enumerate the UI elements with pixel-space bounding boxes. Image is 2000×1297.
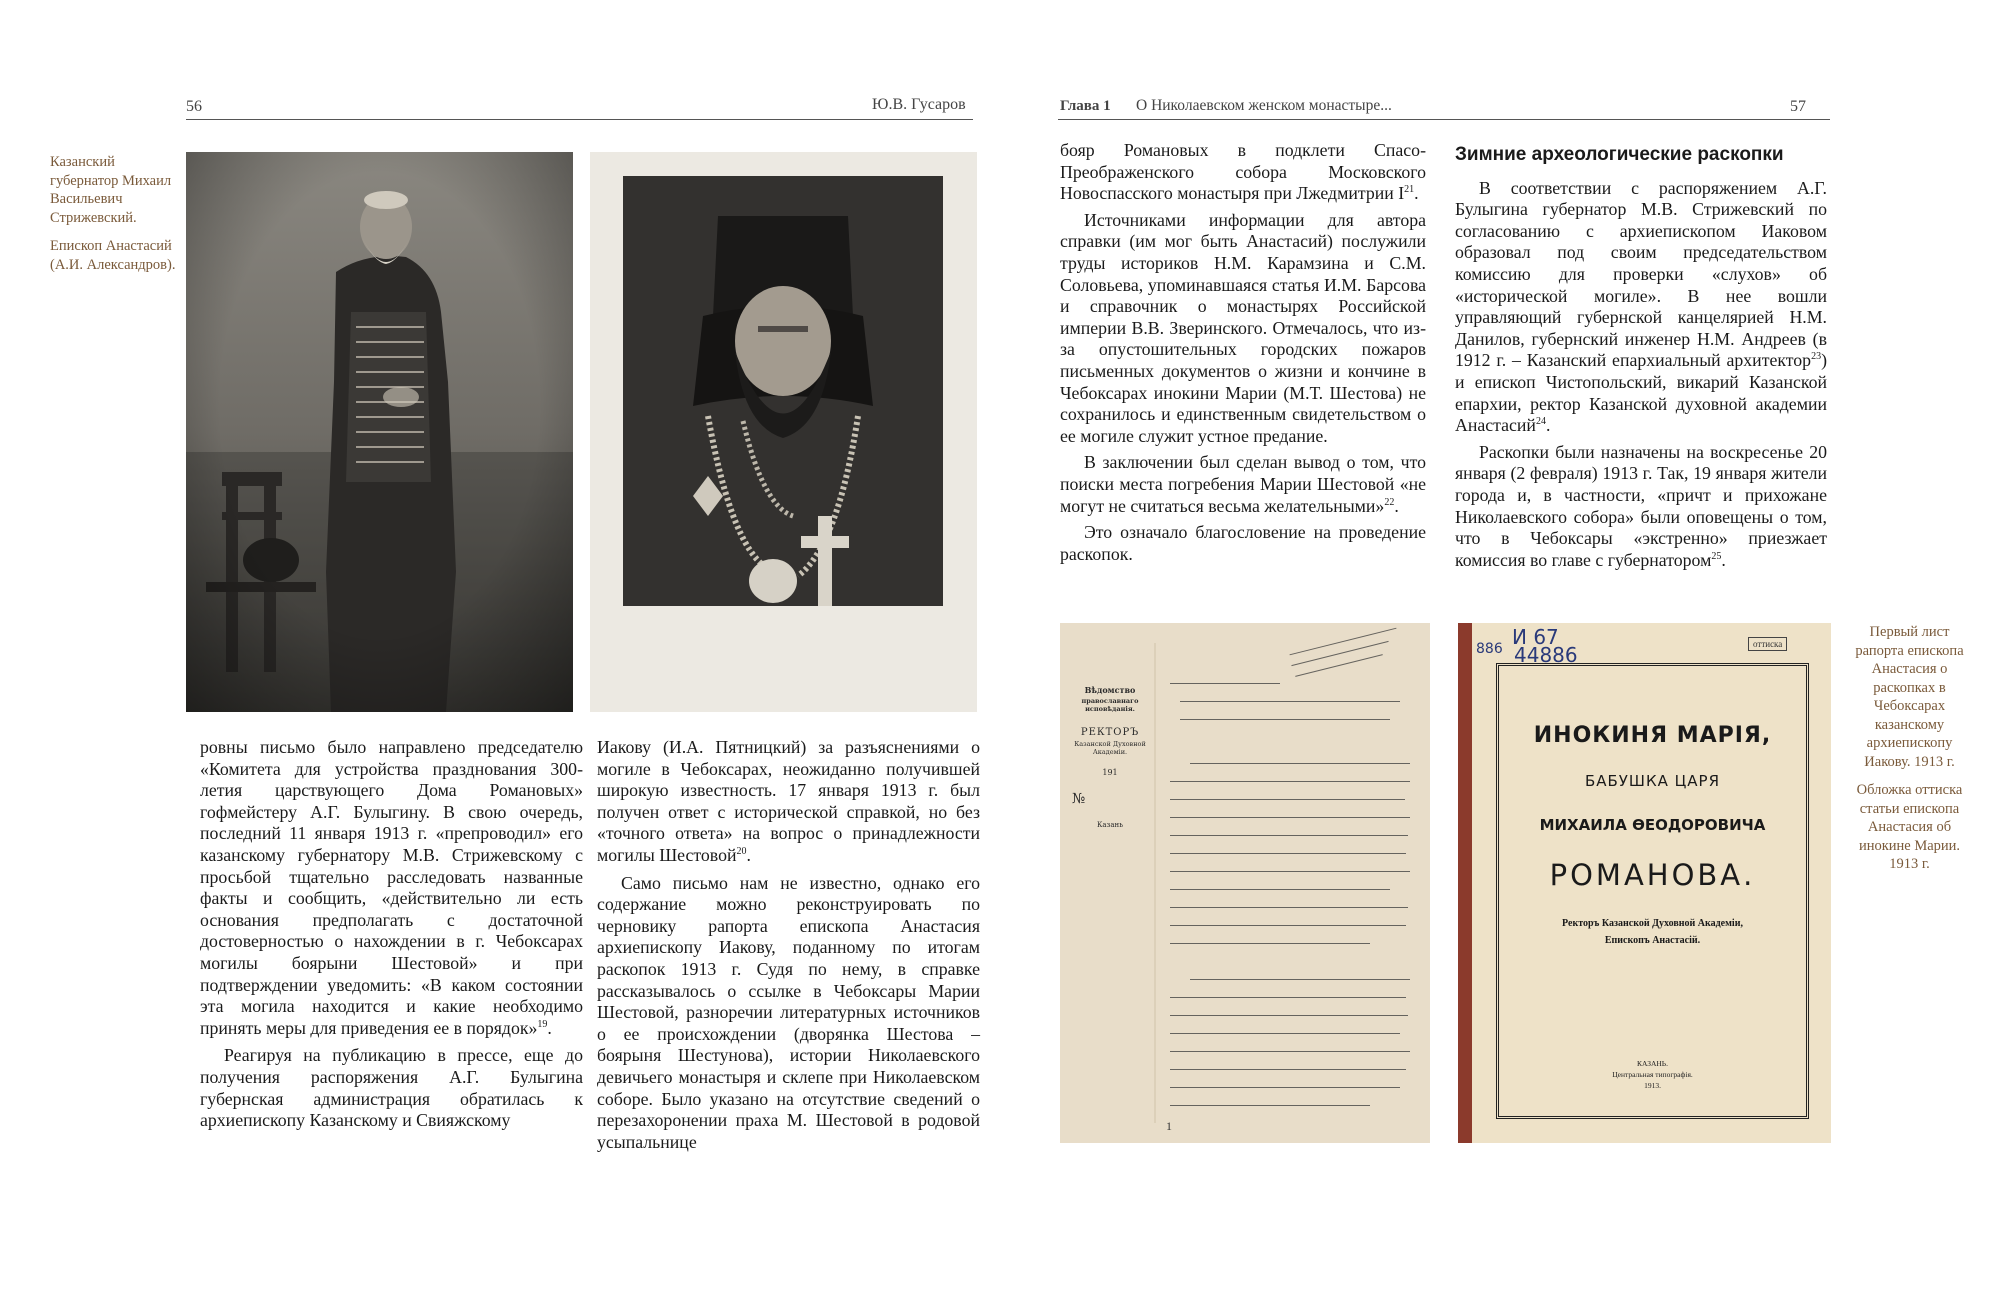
manuscript-image — [1060, 623, 1430, 1143]
left-text-column-2 — [597, 737, 980, 1153]
left-col1-paragraph-2: Реагируя на публикацию в прессе, еще до получения распоряжения А.Г. Булыгина губернская администрация обратилась к архиепископу Казанскому и Свияжскому — [200, 1045, 583, 1131]
caption-governor: Казанский губернатор Михаил Васильевич Стрижевский. — [50, 154, 172, 226]
letterhead-line-7: Казань — [1096, 821, 1124, 829]
left-page-number: 56 — [186, 98, 202, 115]
letterhead-line-2: православнаго исповѣданія. — [1081, 697, 1139, 713]
letterhead-line-4: Казанской Духовной Академіи. — [1074, 740, 1146, 756]
cover-image — [1458, 623, 1831, 1143]
manuscript-page-mark: 1 — [1166, 1119, 1172, 1133]
cover-title-2: БАБУШКА ЦАРЯ — [1584, 772, 1721, 790]
right-header-rule — [1058, 119, 1830, 120]
right-col1-paragraph-4: Это означало благословение на проведение раскопок. — [1060, 522, 1426, 564]
cover-footer-3: 1913. — [1644, 1081, 1661, 1090]
cover-corner-label: оттиска — [1748, 637, 1787, 651]
caption-cover: Обложка оттиска статьи епископа Анастасия об инокине Марии. 1913 г. — [1856, 782, 1963, 872]
left-header-rule — [186, 119, 973, 120]
governor-photo — [186, 152, 573, 712]
cover-footer-1: КАЗАНЬ. — [1636, 1059, 1668, 1068]
left-text-column-1 — [200, 737, 583, 1132]
cover-stamp-3: 886 — [1476, 641, 1503, 657]
left-captions — [50, 153, 178, 284]
cover-stamp-1: И 67 — [1512, 625, 1559, 649]
chapter-title: О Николаевском женском монастыре... — [1136, 97, 1392, 114]
left-col2-paragraph-2: Само письмо нам не известно, однако его содержание можно реконструировать по черновику рапорта епископа Анастасия архиепископу Иакову, поданному по итогам раскопок 1913 г. Судя по нему, в справке рассказывалось о ссылке в Чебоксары Марии Шестовой, разноречии литературных источников о ее происхождении (дворянка Шестова – боярыня Шестунова), истории Николаевского девичьего монастыря и склепе при Николаевском соборе. Было указано на отсутствие сведений о перезахоронении праха М. Шестовой в родовой усыпальнице — [597, 872, 980, 1152]
letterhead-line-5: 191 — [1102, 768, 1118, 777]
cover-subtitle-2: Епископъ Анастасій. — [1604, 935, 1701, 946]
governor-portrait-image — [186, 152, 573, 712]
cover-title-block — [1496, 723, 1809, 946]
caption-manuscript: Первый лист рапорта епископа Анастасия о раскопках в Чебоксарах казанскому архиепископу Иакову. 1913 г. — [1855, 624, 1964, 770]
bishop-portrait-image — [590, 152, 977, 712]
cover-footer — [1496, 1059, 1809, 1090]
left-col1-paragraph-1: ровны письмо было направлено председателю «Комитета для устройства празднования 300-летия царствующего Дома Романовых» гофмейстеру А.Г. Булыгину. В свою очередь, последний 11 января 1913 г. «препроводил» его казанскому губернатору М.В. Стрижевскому с просьбой тщательно расследовать названные факты и сообщить, «действительно ли есть основания предполагать с достаточной достоверностью о нахождении в г. Чебоксарах могилы боярыни Шестовой» и при подтверждении уведомить: «В каком состоянии эта могила находится и какие необходимо принять меры для приведения ее в порядок»$^{19}$. — [200, 737, 583, 1038]
right-captions — [1846, 623, 1973, 884]
letterhead-line-6: № — [1072, 791, 1086, 807]
right-col1-paragraph-3: В заключении был сделан вывод о том, что поиски места погребения Марии Шестовой «не могут не считаться весьма желательными»$^{22}$. — [1060, 452, 1426, 516]
left-running-head: Ю.В. Гусаров — [872, 96, 966, 113]
left-col2-paragraph-1: Иакову (И.А. Пятницкий) за разъяснениями о могиле в Чебоксарах, неожиданно получившей широкую известность. 17 января 1913 г. был получен ответ с исторической справкой, но без «точного ответа» на вопрос о принадлежности могилы Шестовой$^{20}$. — [597, 737, 980, 865]
letterhead-line-1: Вѣдомство — [1084, 685, 1136, 695]
cover-title-3: МИХАИЛА ѲЕОДОРОВИЧА — [1539, 816, 1766, 834]
cover-footer-2: Центральная типографія. — [1612, 1070, 1693, 1079]
cover-title-4: РОМАНОВА. — [1549, 858, 1756, 892]
right-col1-paragraph-2: Источниками информации для автора справки (им мог быть Анастасий) послужили труды историков Н.М. Карамзина и С.М. Соловьева, упоминавшаяся статья И.М. Барсова и справочник о монастырях Российской империи В.В. Зверинского. Отмечалось, что из-за опустошительных городских пожаров письменных документов о жизни и кончине в Чебоксарах инокини Марии (М.Т. Шестова) не сохранилось и единственным свидетельством о ее могиле служит устное предание. — [1060, 209, 1426, 446]
right-col1-paragraph-1: бояр Романовых в подклети Спасо-Преображенского собора Московского Новоспасского монастыря при Лжедмитрии $I^{21}$. — [1060, 140, 1426, 204]
cover-subtitle-1: Ректоръ Казанской Духовной Академіи, — [1562, 918, 1743, 929]
right-page-number: 57 — [1790, 98, 1806, 115]
chapter-label: Глава 1 — [1060, 98, 1111, 114]
cover-stamp-2: 44886 — [1514, 643, 1578, 667]
manuscript-letterhead — [1066, 685, 1154, 829]
right-text-column-1 — [1060, 140, 1426, 565]
right-text-column-2 — [1455, 140, 1827, 571]
cover-title-1: ИНОКИНЯ МАРІЯ, — [1533, 723, 1772, 748]
right-col2-paragraph-1: В соответствии с распоряжением А.Г. Булыгина губернатор М.В. Стрижевский по согласованию с архиепископом Иаковом образовал под своим председательством комиссию для проверки «слухов» об «исторической могиле». В нее вошли управляющий губернской канцелярией Н.М. Данилов, губернский инженер Н.М. Андреев (в 1912 г. – Казанский епархиальный архитектор$^{23}$) и епископ Чистопольский, викарий Казанской епархии, ректор Казанской духовной академии Анастасий$^{24}$. — [1455, 177, 1827, 436]
section-heading: Зимние археологические раскопки — [1455, 144, 1784, 165]
bishop-photo — [590, 152, 977, 712]
caption-bishop: Епископ Анастасий (А.И. Александров). — [50, 238, 176, 273]
right-col2-paragraph-2: Раскопки были назначены на воскресенье 20 января (2 февраля) 1913 г. Так, 19 января жители города и, в частности, «причт и прихожане Николаевского собора» были оповещены о том, что в Чебоксары «экстренно» приезжает комиссия во главе с губернатором$^{25}$. — [1455, 441, 1827, 570]
letterhead-line-3: РЕКТОРЪ — [1080, 727, 1140, 738]
cover-paper — [1472, 623, 1831, 1143]
